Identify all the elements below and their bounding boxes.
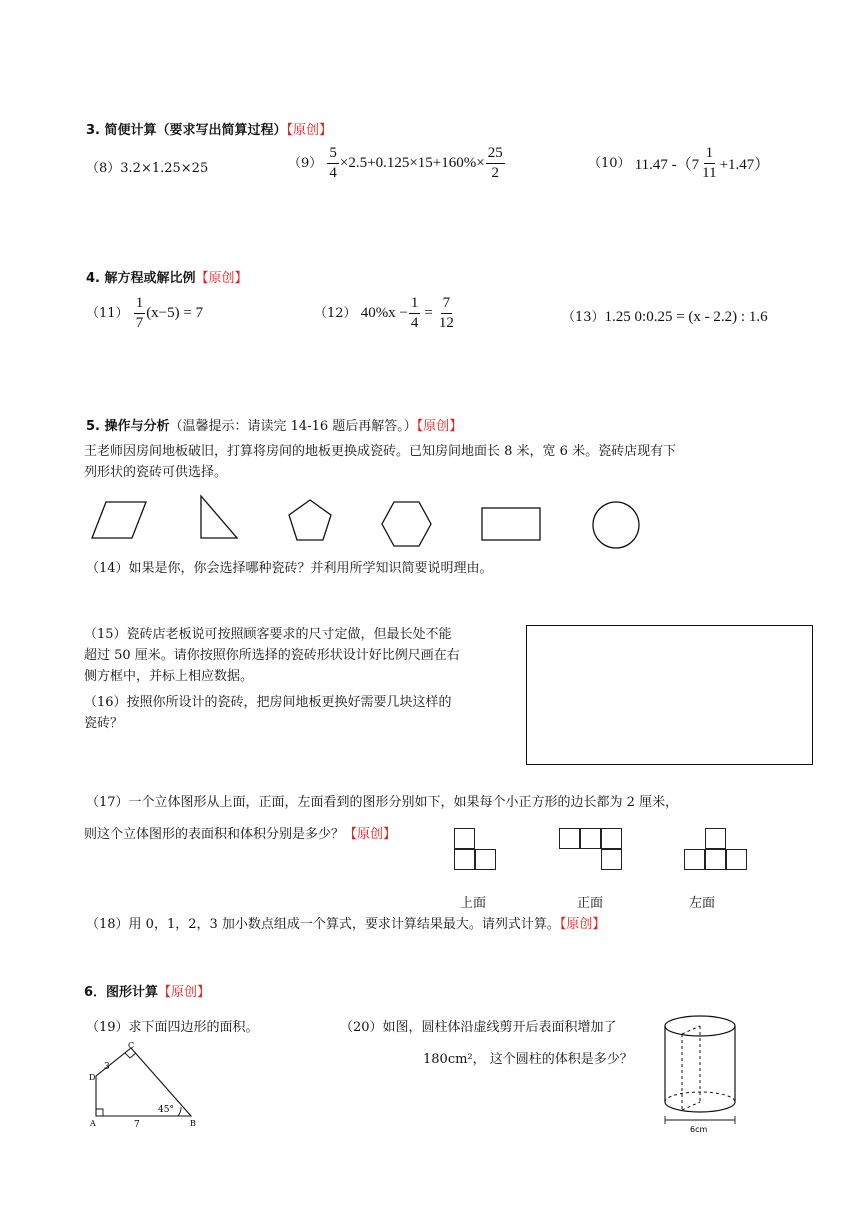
pentagon-icon: [289, 500, 331, 540]
question-20-line-2: 180cm²， 这个圆柱的体积是多少？: [423, 1052, 633, 1067]
question-15-line-2: 超过 50 厘米。请你按照你所选择的瓷砖形状设计好比例尺画在右: [84, 648, 460, 663]
label-left-view: 左面: [689, 896, 716, 911]
section-6-heading: 6．图形计算: [84, 985, 159, 1000]
section-3-heading: 3. 简便计算（要求写出简算过程）: [86, 123, 287, 138]
question-17-text: 则这个立体图形的表面积和体积分别是多少？: [84, 827, 345, 842]
intro-line-2: 列形状的瓷砖可供选择。: [84, 465, 228, 480]
question-15: [84, 624, 460, 687]
vertex-a-label: A: [90, 1119, 96, 1128]
cut-line-top: [682, 1026, 700, 1034]
hint-note: （温馨提示：请读完 14-16 题后再解答。）: [169, 419, 417, 434]
question-11: [86, 296, 203, 331]
right-triangle-icon: [201, 496, 237, 538]
cylinder-figure: [658, 1010, 744, 1134]
question-13: [562, 306, 768, 326]
expression-end: +1.47）: [719, 157, 770, 173]
rectangle-icon: [482, 508, 540, 540]
section-5-title: [86, 415, 462, 434]
numerator: 1: [704, 146, 716, 164]
fraction: [134, 296, 146, 331]
question-19: （19）求下面四边形的面积。: [86, 1020, 259, 1035]
section-5-heading: 5. 操作与分析: [86, 419, 170, 434]
grid-square: [705, 828, 726, 849]
fraction: [700, 146, 718, 181]
cylinder-bottom-front: [665, 1102, 735, 1112]
expression: [326, 146, 505, 181]
right-angle-mark-c: [125, 1053, 136, 1058]
denominator: 11: [702, 165, 717, 181]
fraction: [409, 296, 421, 331]
question-14: （14）如果是你，你会选择哪种瓷砖？并利用所学知识简要说明理由。: [86, 561, 493, 576]
denominator: 12: [438, 315, 454, 331]
right-angle-mark-a: [96, 1109, 103, 1116]
grid-square: [454, 849, 475, 870]
numerator: 25: [486, 146, 505, 164]
label-top-view: 上面: [460, 896, 487, 911]
grid-square: [684, 849, 705, 870]
question-9: [288, 146, 506, 181]
question-number: （8）: [86, 161, 121, 176]
drawing-answer-box[interactable]: [526, 625, 813, 765]
grid-square: [580, 828, 601, 849]
quadrilateral-shape: [96, 1048, 191, 1116]
question-17-line-1: （17）一个立体图形从上面，正面，左面看到的图形分别如下，如果每个小正方形的边长都为 2 厘米，: [86, 795, 679, 810]
question-number: （9）: [288, 156, 323, 171]
parallelogram-icon: [92, 502, 146, 538]
fraction: [486, 146, 505, 181]
question-10: [588, 146, 769, 181]
grid-square: [559, 828, 580, 849]
question-number: （13）: [562, 310, 605, 325]
fraction: [327, 146, 339, 181]
question-number: （12）: [314, 306, 357, 321]
vertex-b-label: B: [190, 1119, 196, 1128]
quadrilateral-figure: [86, 1042, 206, 1132]
expression: 3.2×1.25×25: [120, 161, 209, 176]
question-17-line-2: [84, 823, 396, 842]
width-label: 6cm: [690, 1125, 708, 1134]
grid-square: [475, 849, 496, 870]
question-16-line-2: 瓷砖？: [84, 716, 124, 731]
question-15-line-1: （15）瓷砖店老板说可按照顾客要求的尺寸定做，但最长处不能: [84, 627, 452, 642]
question-16: [84, 692, 452, 734]
expression-start: 40%x −: [360, 305, 408, 321]
expression-start: 11.47 -（7: [634, 157, 700, 173]
section-6-title: [84, 981, 210, 1000]
grid-square: [454, 828, 475, 849]
vertex-c-label: C: [128, 1042, 135, 1050]
numerator: 1: [134, 296, 146, 314]
numerator: 7: [441, 296, 453, 314]
original-tag: 【原创】: [286, 123, 333, 138]
question-15-line-3: 侧方框中，并标上相应数据。: [84, 669, 254, 684]
section-3-title: [86, 119, 332, 138]
cut-line-bottom: [682, 1102, 700, 1110]
expression-middle: ×2.5+0.125×15+160%×: [339, 155, 485, 171]
vertex-d-label: D: [89, 1073, 96, 1082]
original-tag: 【原创】: [195, 271, 248, 286]
expression: [361, 296, 457, 331]
section-4-title: [86, 267, 248, 286]
grid-square: [601, 849, 622, 870]
numerator: 1: [409, 296, 421, 314]
circle-icon: [593, 502, 639, 548]
angle-label: 45°: [158, 1105, 174, 1115]
side-ab-label: 7: [134, 1120, 140, 1130]
question-18-text: （18）用 0，1，2，3 加小数点组成一个算式，要求计算结果最大。请列式计算。: [86, 917, 560, 932]
side-cd-label: 3: [104, 1062, 110, 1072]
fraction: [437, 296, 456, 331]
question-8: [86, 157, 208, 176]
question-18: [86, 913, 605, 932]
denominator: 2: [491, 165, 499, 181]
question-12: [314, 296, 457, 331]
original-tag: 【原创】: [416, 419, 463, 434]
question-16-line-1: （16）按照你所设计的瓷砖，把房间地板更换好需要几块这样的: [84, 695, 452, 710]
expression: [635, 146, 770, 181]
expression-rest: (x−5) = 7: [146, 305, 204, 321]
grid-square: [601, 828, 622, 849]
question-number: （11）: [86, 306, 129, 321]
denominator: 4: [410, 315, 419, 331]
original-tag: 【原创】: [344, 827, 397, 842]
question-number: （10）: [588, 156, 631, 171]
question-20-line-1: （20）如图，圆柱体沿虚线剪开后表面积增加了: [340, 1020, 617, 1035]
intro-line-1: 王老师因房间地板破旧，打算将房间的地板更换成瓷砖。已知房间地面长 8 米，宽 6 米。瓷砖店现有下: [84, 444, 677, 459]
numerator: 5: [327, 146, 339, 164]
denominator: 7: [135, 315, 144, 331]
original-tag: 【原创】: [158, 985, 211, 1000]
expression: 1.25 0:0.25 = (x - 2.2) : 1.6: [604, 309, 768, 325]
grid-square: [705, 849, 726, 870]
denominator: 4: [329, 165, 337, 181]
angle-arc-b: [178, 1107, 181, 1116]
equals-sign: =: [424, 305, 433, 321]
label-front-view: 正面: [577, 896, 604, 911]
grid-square: [726, 849, 747, 870]
original-tag: 【原创】: [559, 917, 606, 932]
hexagon-icon: [382, 502, 431, 546]
expression: [133, 296, 203, 331]
tile-shapes: [86, 492, 666, 556]
section-4-heading: 4. 解方程或解比例: [86, 271, 196, 286]
intro-paragraph: [84, 441, 676, 483]
